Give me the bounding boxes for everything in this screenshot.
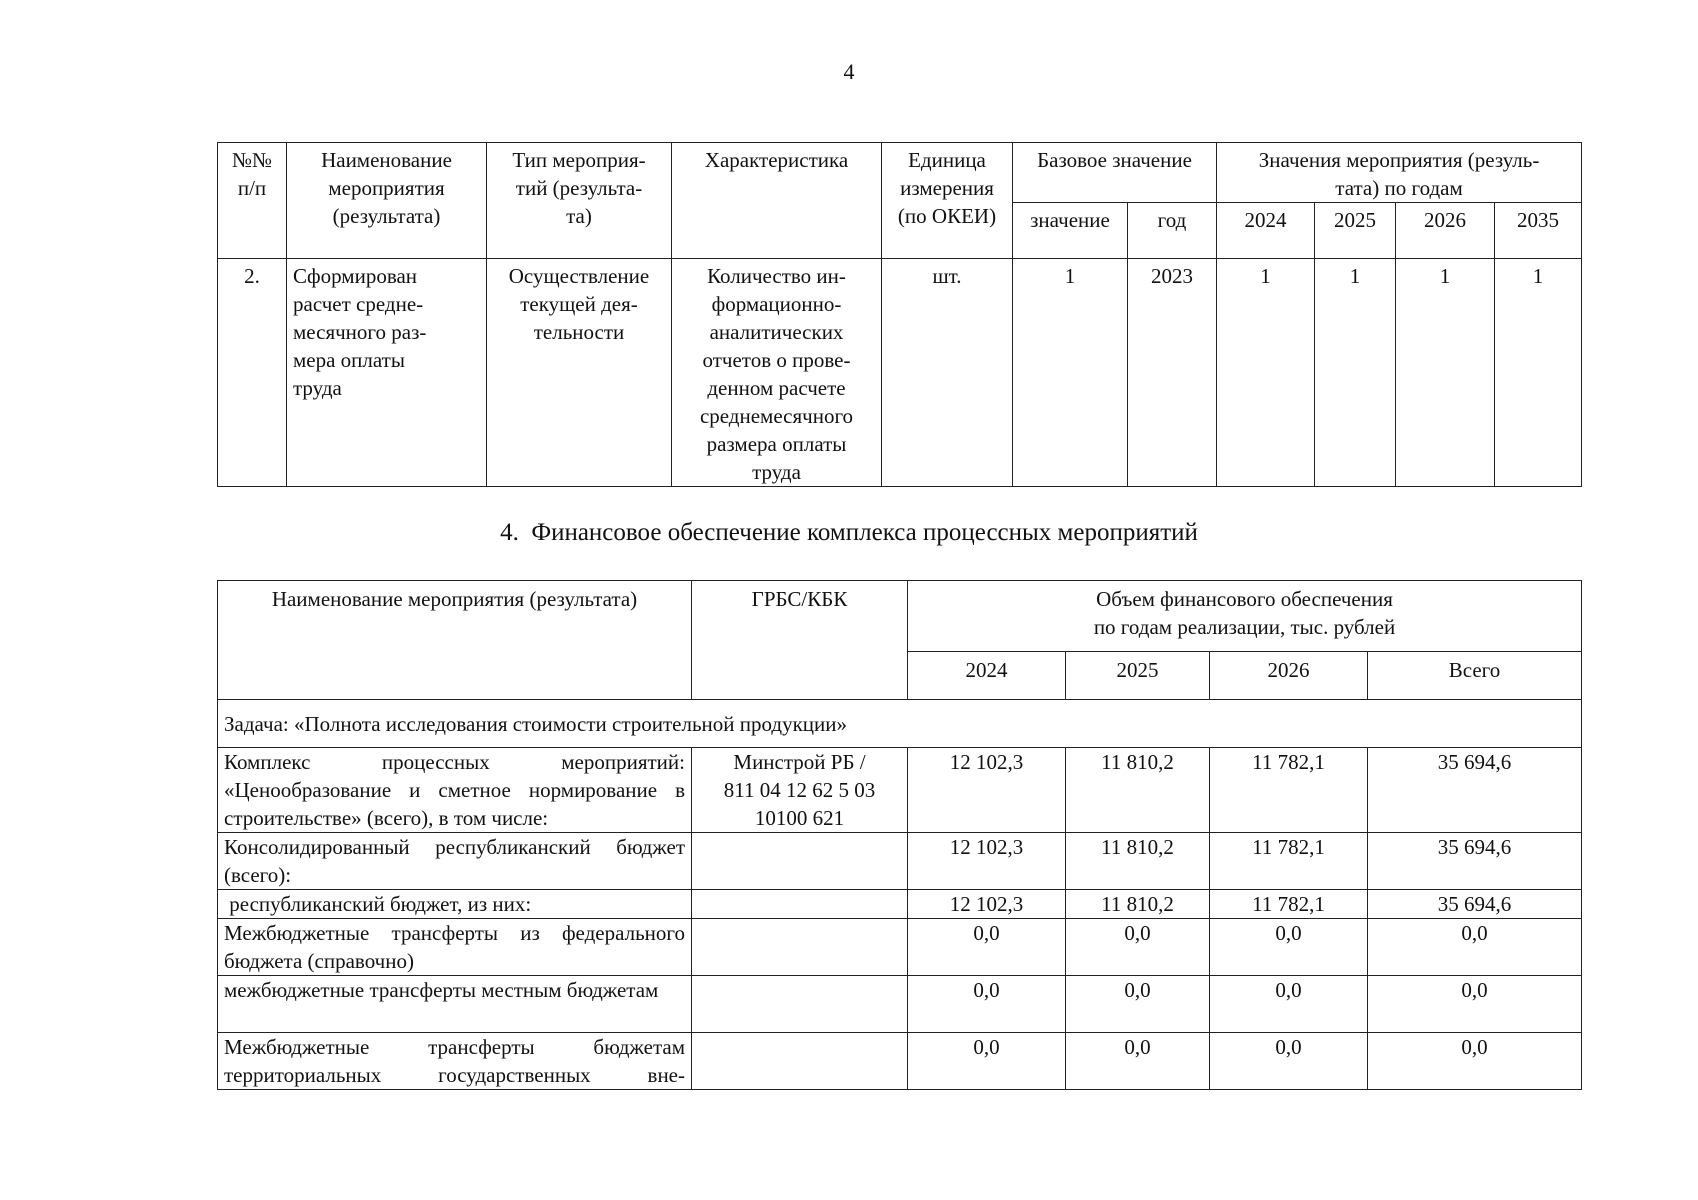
finance-row-2024: 12 102,3: [908, 748, 1066, 833]
finance-row-grbs: [692, 1033, 908, 1090]
finance-row-grbs: [692, 833, 908, 890]
table-row: [218, 919, 1582, 976]
finance-row-2025: 11 810,2: [1066, 833, 1210, 890]
header-finance-total: Всего: [1368, 652, 1582, 700]
header-year-2025: 2025: [1315, 203, 1396, 259]
finance-table: [217, 580, 1582, 1090]
header-number: №№ п/п: [218, 143, 287, 259]
section-heading: 4. Финансовое обеспечение комплекса процессных мероприятий: [500, 519, 1198, 546]
finance-row-2026: 11 782,1: [1210, 890, 1368, 919]
finance-row-2025: 0,0: [1066, 1033, 1210, 1090]
finance-row-2025: 11 810,2: [1066, 890, 1210, 919]
header-base: Базовое значение: [1013, 143, 1217, 203]
finance-row-grbs: [692, 890, 908, 919]
row-base-year: 2023: [1128, 259, 1217, 487]
header-type: Тип мероприя- тий (результа- та): [487, 143, 672, 259]
page-number: 4: [843, 59, 855, 84]
finance-row-name: межбюджетные трансферты местным бюджетам: [218, 976, 692, 1033]
row-type: Осуществление текущей дея- тельности: [487, 259, 672, 487]
finance-row-name: Консолидированный республиканский бюджет (всего):: [218, 833, 692, 890]
header-base-value: значение: [1013, 203, 1128, 259]
task-row: Задача: «Полнота исследования стоимости строительной продукции»: [218, 700, 1582, 748]
table-row: [218, 833, 1582, 890]
header-finance-name: Наименование мероприятия (результата): [218, 581, 692, 700]
header-year-2024: 2024: [1217, 203, 1315, 259]
table-row: [218, 976, 1582, 1033]
finance-row-grbs: Минстрой РБ / 811 04 12 62 5 03 10100 621: [692, 748, 908, 833]
finance-row-total: 35 694,6: [1368, 748, 1582, 833]
header-finance-2024: 2024: [908, 652, 1066, 700]
row-value-2024: 1: [1217, 259, 1315, 487]
header-grbs: ГРБС/КБК: [692, 581, 908, 700]
results-table: [217, 142, 1582, 487]
finance-row-name: Межбюджетные трансферты бюджетам территориальных государственных вне-: [218, 1033, 692, 1090]
finance-row-2024: 0,0: [908, 1033, 1066, 1090]
finance-row-total: 0,0: [1368, 1033, 1582, 1090]
row-characteristic: Количество ин- формационно- аналитических отчетов о прове- денном расчете среднемесячного размера оплаты труда: [672, 259, 882, 487]
finance-row-2026: 11 782,1: [1210, 748, 1368, 833]
row-value-2035: 1: [1495, 259, 1582, 487]
header-finance-2026: 2026: [1210, 652, 1368, 700]
row-name: Сформирован расчет средне- месячного раз- мера оплаты труда: [287, 259, 487, 487]
header-values: Значения мероприятия (резуль- тата) по годам: [1217, 143, 1582, 203]
finance-row-total: 35 694,6: [1368, 890, 1582, 919]
table-row: [218, 1033, 1582, 1090]
finance-row-2024: 12 102,3: [908, 833, 1066, 890]
header-finance-2025: 2025: [1066, 652, 1210, 700]
header-volume: Объем финансового обеспечения по годам реализации, тыс. рублей: [908, 581, 1582, 652]
row-value-2026: 1: [1396, 259, 1495, 487]
finance-row-grbs: [692, 919, 908, 976]
table-row: [218, 259, 1582, 487]
finance-row-2026: 0,0: [1210, 976, 1368, 1033]
finance-row-grbs: [692, 976, 908, 1033]
finance-row-name: Межбюджетные трансферты из федерального бюджета (справочно): [218, 919, 692, 976]
row-base-value: 1: [1013, 259, 1128, 487]
header-year-2026: 2026: [1396, 203, 1495, 259]
header-base-year: год: [1128, 203, 1217, 259]
finance-row-total: 0,0: [1368, 919, 1582, 976]
finance-row-2024: 0,0: [908, 976, 1066, 1033]
finance-row-2025: 11 810,2: [1066, 748, 1210, 833]
header-year-2035: 2035: [1495, 203, 1582, 259]
finance-row-name: Комплекс процессных мероприятий: «Ценообразование и сметное нормирование в строительстве» (всего), в том числе:: [218, 748, 692, 833]
table-row: [218, 890, 1582, 919]
row-number: 2.: [218, 259, 287, 487]
finance-row-2024: 0,0: [908, 919, 1066, 976]
finance-row-2025: 0,0: [1066, 976, 1210, 1033]
finance-row-2024: 12 102,3: [908, 890, 1066, 919]
row-value-2025: 1: [1315, 259, 1396, 487]
header-unit: Единица измерения (по ОКЕИ): [882, 143, 1013, 259]
table-row: [218, 748, 1582, 833]
finance-row-2026: 11 782,1: [1210, 833, 1368, 890]
finance-row-name: республиканский бюджет, из них:: [218, 890, 692, 919]
finance-row-2026: 0,0: [1210, 1033, 1368, 1090]
header-characteristic: Характеристика: [672, 143, 882, 259]
header-name: Наименование мероприятия (результата): [287, 143, 487, 259]
finance-row-total: 0,0: [1368, 976, 1582, 1033]
finance-row-total: 35 694,6: [1368, 833, 1582, 890]
finance-row-2026: 0,0: [1210, 919, 1368, 976]
row-unit: шт.: [882, 259, 1013, 487]
finance-row-2025: 0,0: [1066, 919, 1210, 976]
